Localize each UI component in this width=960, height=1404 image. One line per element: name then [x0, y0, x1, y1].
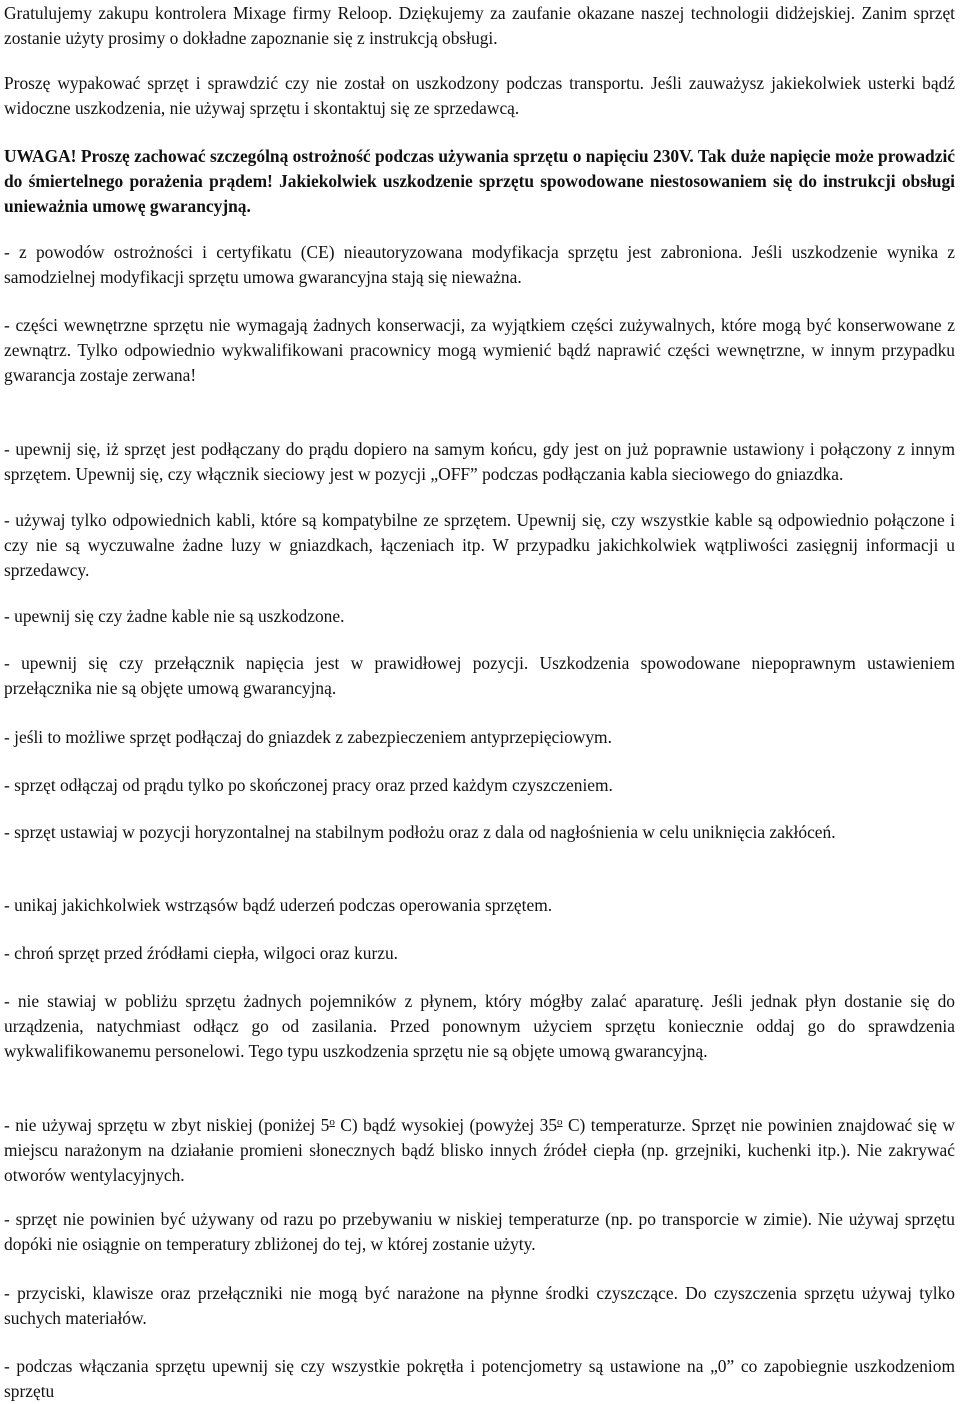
voltage-switch-paragraph: - upewnij się czy przełącznik napięcia jest w prawidłowej pozycji. Uszkodzenia spowodowane niepoprawnym ustawieniem przełącznika nie są objęte umową gwarancyjną.	[4, 653, 955, 698]
horizontal-paragraph: - sprzęt ustawiaj w pozycji horyzontalnej na stabilnym podłożu oraz z dala od nagłośnienia w celu uniknięcia zakłóceń.	[4, 822, 836, 842]
temperature-text-2: C) bądź wysokiej (powyżej 35	[334, 1115, 558, 1135]
degree-symbol: o	[329, 1116, 335, 1128]
heat-paragraph: - chroń sprzęt przed źródłami ciepła, wilgoci oraz kurzu.	[4, 943, 399, 963]
disconnect-paragraph: - sprzęt odłączaj od prądu tylko po skończonej pracy oraz przed każdym czyszczeniem.	[4, 775, 613, 795]
power-connect-paragraph: - upewnij się, iż sprzęt jest podłączany do prądu dopiero na samym końcu, gdy jest on już poprawnie ustawiony i połączony z innym sprzętem. Upewnij się, czy włącznik sieciowy jest w pozycji „OFF” podczas podłączania kabla sieciowego do gniazdka.	[4, 439, 955, 484]
degree-symbol: o	[557, 1116, 563, 1128]
unpack-paragraph: Proszę wypakować sprzęt i sprawdzić czy nie został on uszkodzony podczas transportu. Jeśli zauważysz jakiekolwiek usterki bądź widoczne uszkodzenia, nie używaj sprzętu i skontaktuj się ze sprzedawcą.	[4, 73, 955, 118]
ce-paragraph: - z powodów ostrożności i certyfikatu (CE) nieautoryzowana modyfikacja sprzętu jest zabroniona. Jeśli uszkodzenie wynika z samodzielnej modyfikacji sprzętu umowa gwarancyjna stają się nieważna.	[4, 242, 955, 287]
internal-parts-paragraph: - części wewnętrzne sprzętu nie wymagają żadnych konserwacji, za wyjątkiem części zużywalnych, które mogą być konserwowane z zewnątrz. Tylko odpowiednio wykwalifikowani pracownicy mogą wymienić bądź naprawić części wewnętrzne, w innym przypadku gwarancja zostaje zerwana!	[4, 315, 955, 385]
cables-damage-paragraph: - upewnij się czy żadne kable nie są uszkodzone.	[4, 606, 345, 626]
cables-paragraph: - używaj tylko odpowiednich kabli, które są kompatybilne ze sprzętem. Upewnij się, czy wszystkie kable są odpowiednio połączone i czy nie są wyczuwalne żadne luzy w gniazdkach, łączeniach itp. W przypadku jakichkolwiek wątpliwości zasięgnij informacji u sprzedawcy.	[4, 510, 955, 580]
intro-paragraph: Gratulujemy zakupu kontrolera Mixage firmy Reloop. Dziękujemy za zaufanie okazane naszej technologii didżejskiej. Zanim sprzęt zostanie użyty prosimy o dokładne zapoznanie się z instrukcją obsługi.	[4, 3, 955, 48]
surge-paragraph: - jeśli to możliwe sprzęt podłączaj do gniazdek z zabezpieczeniem antyprzepięciowym.	[4, 727, 612, 747]
temperature-text-1: - nie używaj sprzętu w zbyt niskiej (poniżej 5	[4, 1115, 330, 1135]
cold-transport-paragraph: - sprzęt nie powinien być używany od razu po przebywaniu w niskiej temperaturze (np. po transporcie w zimie). Nie używaj sprzętu dopóki nie osiągnie on temperatury zbliżonej do tej, w której zostanie użyty.	[4, 1209, 955, 1254]
liquids-paragraph: - nie stawiaj w pobliżu sprzętu żadnych pojemników z płynem, który mógłby zalać aparaturę. Jeśli jednak płyn dostanie się do urządzenia, natychmiast odłącz go od zasilania. Przed ponownym użyciem sprzętu koniecznie oddaj go do sprawdzenia wykwalifikowanemu personelowi. Tego typu uszkodzenia sprzętu nie są objęte umową gwarancyjną.	[4, 991, 955, 1061]
temperature-paragraph	[4, 1110, 955, 1188]
warning-paragraph: UWAGA! Proszę zachować szczególną ostrożność podczas używania sprzętu o napięciu 230V. Tak duże napięcie może prowadzić do śmiertelnego porażenia prądem! Jakiekolwiek uszkodzenie sprzętu spowodowane niestosowaniem się do instrukcji obsługi unieważnia umowę gwarancyjną.	[4, 146, 955, 216]
cleaning-paragraph: - przyciski, klawisze oraz przełączniki nie mogą być narażone na płynne środki czyszczące. Do czyszczenia sprzętu używaj tylko suchych materiałów.	[4, 1283, 955, 1328]
temperature-text-3: C) temperaturze. Sprzęt nie powinien znajdować się w miejscu narażonym na działanie promieni słonecznych bądź blisko innych źródeł ciepła (np. grzejniki, kuchenki itp.). Nie zakrywać otworów wentylacyjnych.	[4, 1115, 955, 1185]
knobs-paragraph: - podczas włączania sprzętu upewnij się czy wszystkie pokrętła i potencjometry są ustawione na „0” co zapobiegnie uszkodzeniom sprzętu	[4, 1356, 955, 1401]
shocks-paragraph: - unikaj jakichkolwiek wstrząsów bądź uderzeń podczas operowania sprzętem.	[4, 895, 553, 915]
